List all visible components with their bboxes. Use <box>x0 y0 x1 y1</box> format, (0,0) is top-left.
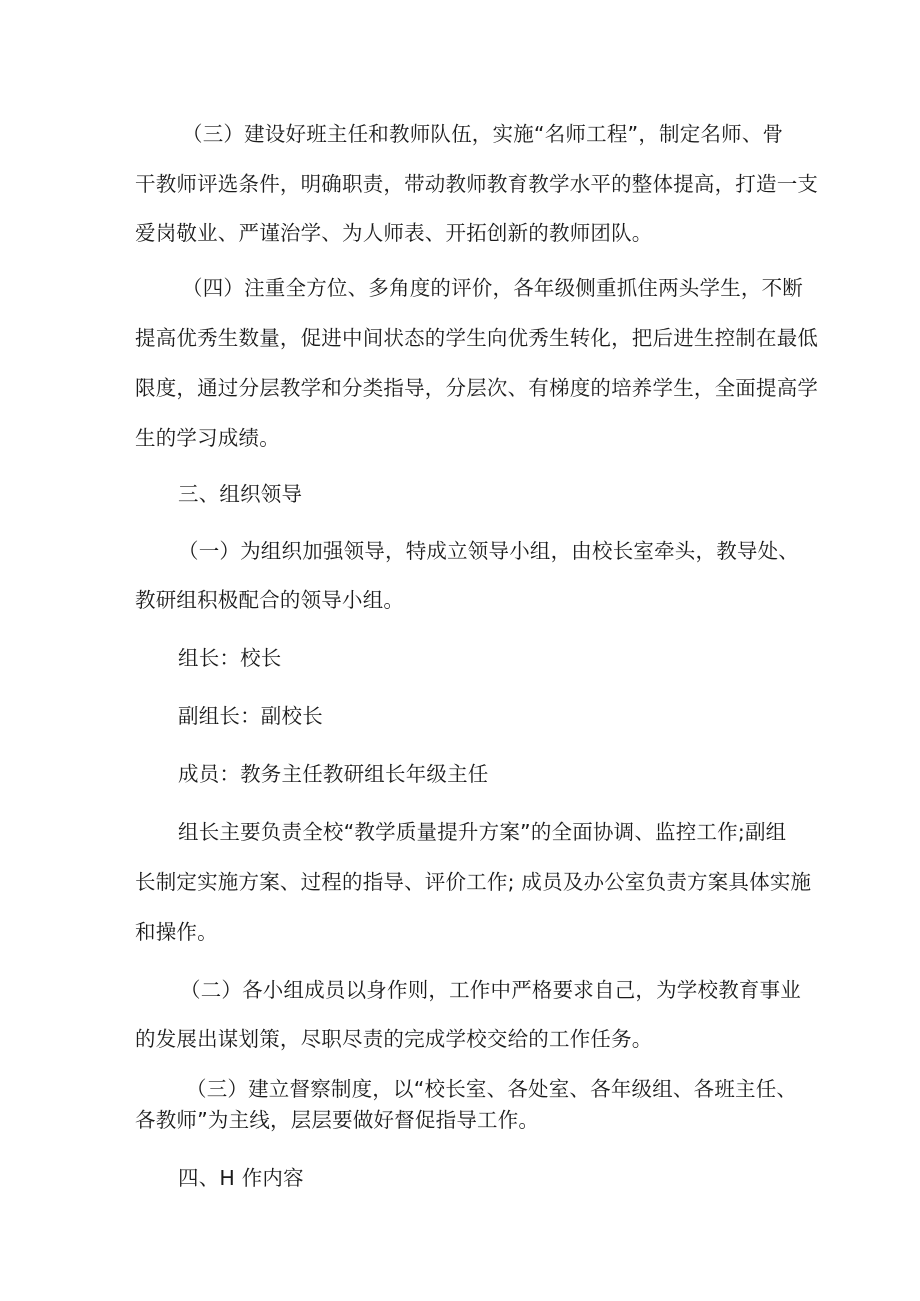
text-line: （三）建设好班主任和教师队伍，实施“名师工程”，制定名师、骨 <box>182 122 784 146</box>
text-line: 爱岗敬业、严谨治学、为人师表、开拓创新的教师团队。 <box>135 221 653 245</box>
text-line: 的发展出谋划策，尽职尽责的完成学校交给的工作任务。 <box>135 1027 653 1051</box>
text-line: （二）各小组成员以身作则，工作中严格要求自己，为学校教育事业 <box>180 978 801 1002</box>
text-line: 组长主要负责全校“教学质量提升方案”的全面协调、监控工作;副组 <box>178 820 787 844</box>
text-line: 教研组积极配合的领导小组。 <box>135 588 405 612</box>
text-line: 提高优秀生数量，促进中间状态的学生向优秀生转化，把后进生控制在最低 <box>135 326 819 350</box>
text-line: 生的学习成绩。 <box>135 426 280 450</box>
text-line: 限度，通过分层教学和分类指导，分层次、有梯度的培养学生，全面提高学 <box>135 376 819 400</box>
text-line: （四）注重全方位、多角度的评价，各年级侧重抓住两头学生，不断 <box>182 276 803 300</box>
text-line: 组长：校长 <box>178 646 282 670</box>
section-heading: 四、H 作内容 <box>178 1166 304 1190</box>
text-line: 各教师”为主线，层层要做好督促指导工作。 <box>135 1108 540 1132</box>
text-line: 和操作。 <box>135 920 218 944</box>
text-line: 副组长：副校长 <box>178 704 323 728</box>
text-line: （三）建立督察制度，以“校长室、各处室、各年级组、各班主任、 <box>186 1077 798 1101</box>
text-line: 长制定实施方案、过程的指导、评价工作; 成员及办公室负责方案具体实施 <box>135 870 812 894</box>
text-line: 成员：教务主任教研组长年级主任 <box>178 762 489 786</box>
text-line: （一）为组织加强领导，特成立领导小组，由校长室牵头，教导处、 <box>178 539 799 563</box>
text-line: 干教师评选条件，明确职责，带动教师教育教学水平的整体提高，打造一支 <box>135 172 819 196</box>
section-heading: 三、组织领导 <box>178 482 303 506</box>
